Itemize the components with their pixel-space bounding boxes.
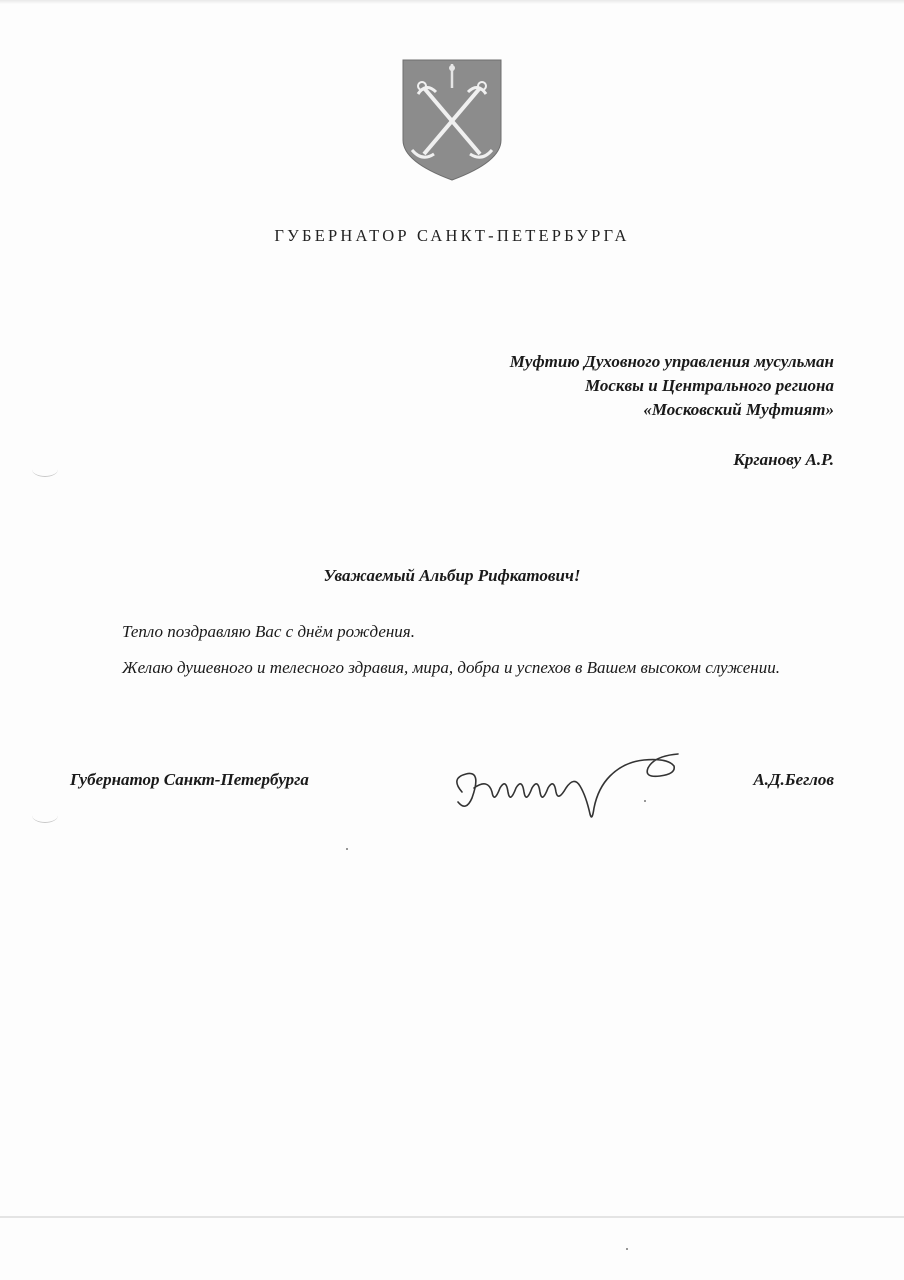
- addressee-block: [314, 350, 834, 422]
- addressee-line: Москвы и Центрального региона: [585, 376, 834, 395]
- body-paragraph: Тепло поздравляю Вас с днём рождения.: [122, 622, 415, 641]
- saint-petersburg-coat-of-arms-icon: [400, 58, 504, 182]
- scan-edge-top: [0, 0, 904, 4]
- addressee-name: Крганову А.Р.: [733, 450, 834, 469]
- scan-speck: [346, 848, 348, 850]
- scan-edge-bottom: [0, 1216, 904, 1218]
- punch-hole-mark: [32, 808, 58, 823]
- signatory-position: Губернатор Санкт-Петербурга: [70, 770, 309, 789]
- body-paragraph: Желаю душевного и телесного здравия, мира, добра и успехов в Вашем высоком служении.: [122, 658, 780, 677]
- organization-title: ГУБЕРНАТОР САНКТ-ПЕТЕРБУРГА: [274, 226, 630, 245]
- salutation: Уважаемый Альбир Рифкатович!: [323, 566, 581, 585]
- addressee-line: Муфтию Духовного управления мусульман: [509, 352, 834, 371]
- addressee-line: «Московский Муфтият»: [643, 400, 834, 419]
- letter-body: [70, 614, 840, 686]
- punch-hole-mark: [32, 462, 58, 477]
- scan-speck: [626, 1248, 628, 1250]
- signatory-name: А.Д.Беглов: [753, 770, 834, 789]
- handwritten-signature-icon: [448, 748, 688, 828]
